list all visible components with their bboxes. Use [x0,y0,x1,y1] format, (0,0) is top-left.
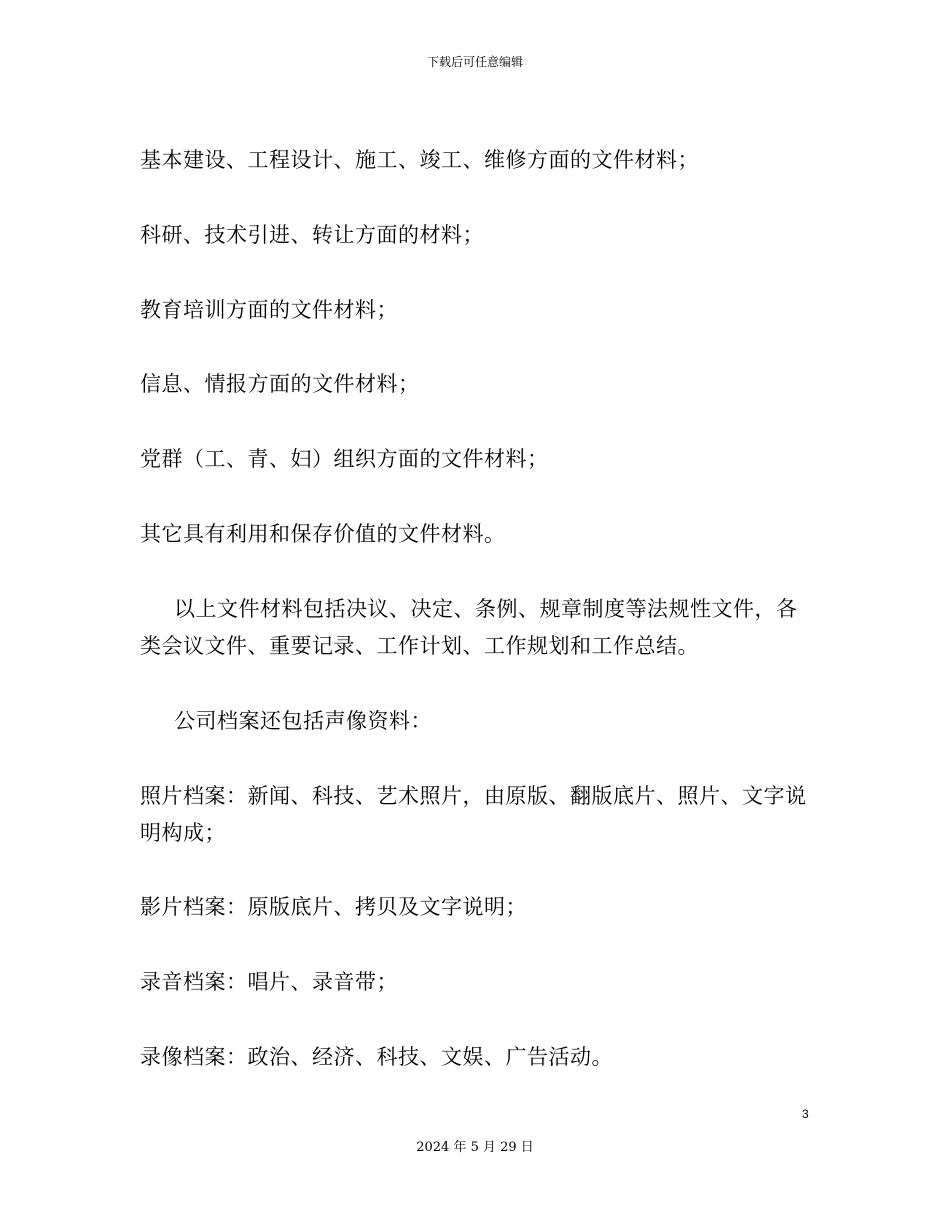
paragraph-photo-archives: 照片档案：新闻、科技、艺术照片，由原版、翻版底片、照片、文字说明构成； [140,784,807,845]
paragraph-video-archives: 录像档案：政治、经济、科技、文娱、广告活动。 [140,1045,613,1069]
paragraph-materials-include: 以上文件材料包括决议、决定、条例、规章制度等法规性文件，各类会议文件、重要记录、工作计划、工作规划和工作总结。 [140,597,798,658]
paragraph-information: 信息、情报方面的文件材料； [140,372,420,396]
paragraph-film-archives: 影片档案：原版底片、拷贝及文字说明； [140,895,527,919]
paragraph-audio-visual-intro: 公司档案还包括声像资料： [174,709,432,733]
paragraph-other-materials: 其它具有利用和保存价值的文件材料。 [140,522,506,546]
paragraph-construction: 基本建设、工程设计、施工、竣工、维修方面的文件材料； [140,148,699,172]
paragraph-party-groups: 党群（工、青、妇）组织方面的文件材料； [140,447,549,471]
page-number: 3 [802,1107,809,1121]
paragraph-education: 教育培训方面的文件材料； [140,298,398,322]
paragraph-research: 科研、技术引进、转让方面的材料； [140,223,484,247]
page-header: 下载后可任意编辑 [426,55,523,69]
paragraph-audio-archives: 录音档案：唱片、录音带； [140,970,398,994]
footer-date: 2024 年 5 月 29 日 [416,1140,534,1155]
